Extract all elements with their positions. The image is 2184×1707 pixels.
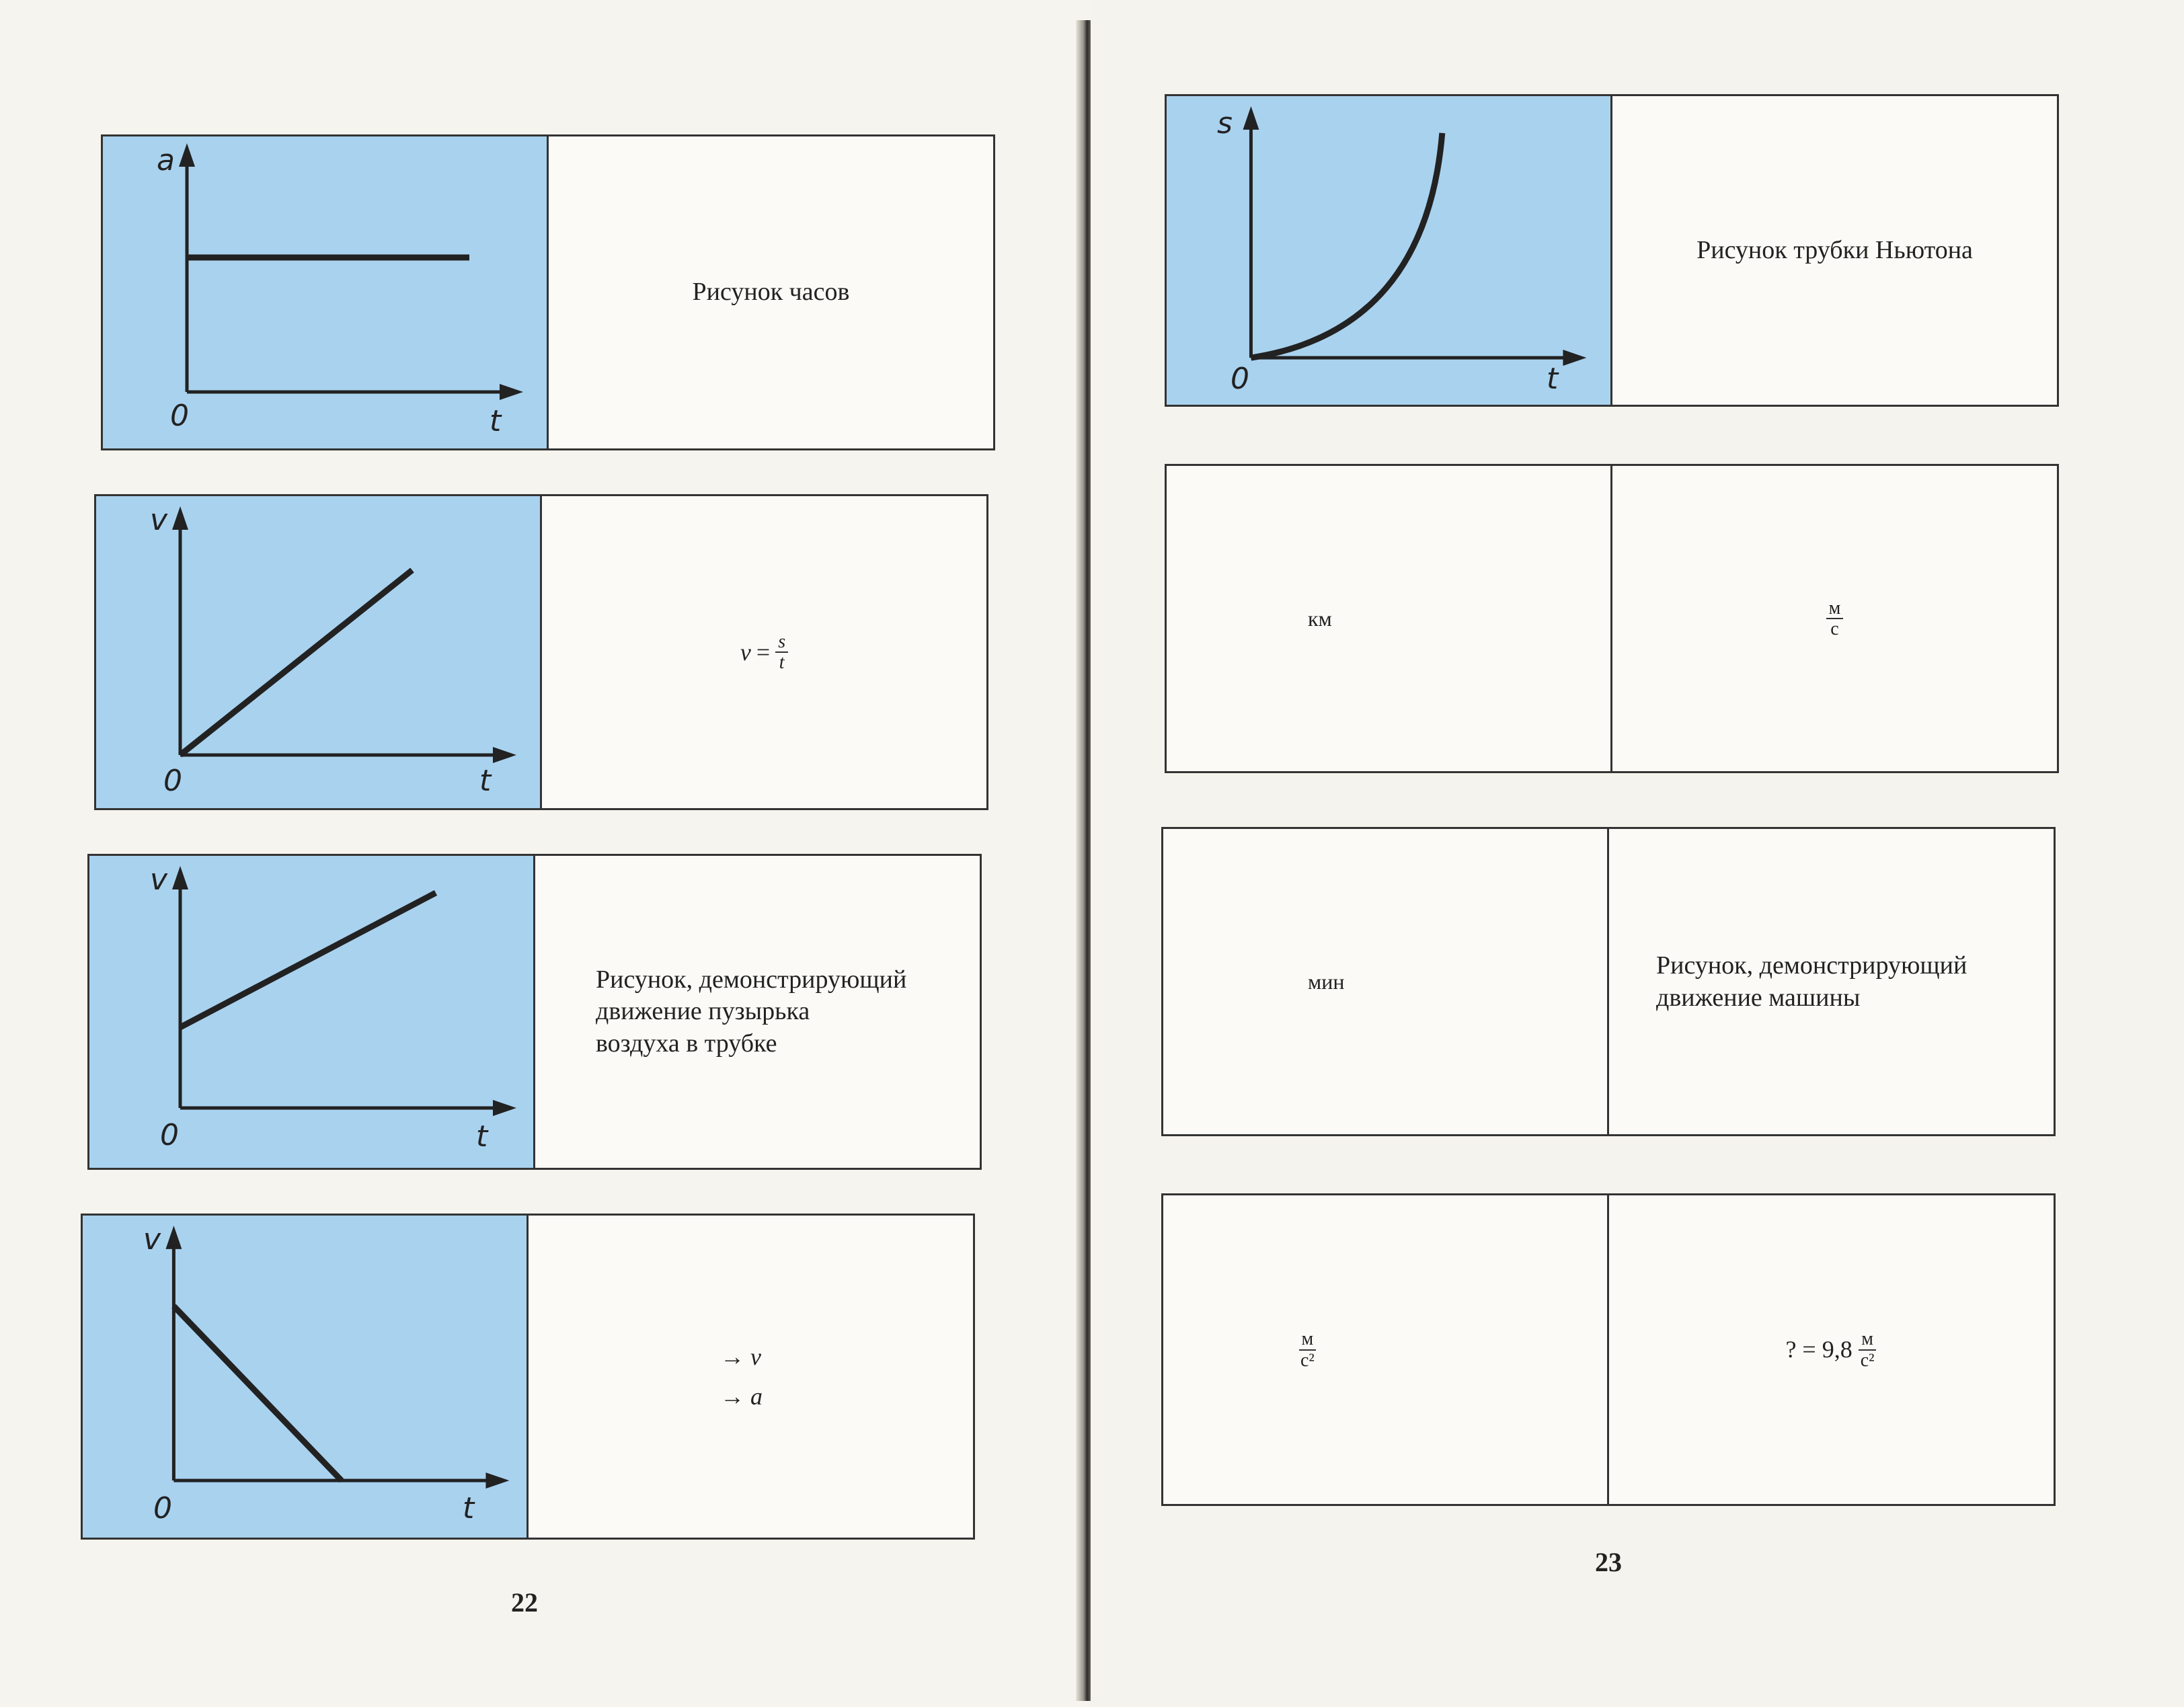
card-units-km — [1165, 464, 2059, 773]
left-panel — [1163, 829, 1607, 1134]
card-distance-parabola — [1165, 94, 2059, 407]
card-caption: Рисунок, демонстрирующий движение машины — [1656, 951, 1967, 1012]
text-panel — [547, 136, 993, 448]
x-axis-arrow — [500, 384, 523, 400]
card-units-acceleration — [1161, 1193, 2056, 1506]
right-panel — [1607, 829, 2054, 1134]
origin-label: 0 — [163, 764, 182, 798]
x-axis-label: t — [463, 1491, 475, 1525]
origin-label: 0 — [160, 1118, 179, 1152]
right-panel — [1607, 1195, 2054, 1504]
origin-label: 0 — [153, 1491, 172, 1525]
right-panel — [1610, 466, 2057, 771]
vector-arrows — [720, 1342, 781, 1412]
page-number: 22 — [511, 1587, 538, 1618]
text-panel — [540, 496, 986, 808]
x-axis-label: t — [490, 404, 502, 438]
fraction: $\frac{м}{\text{с²}}$ — [1858, 1329, 1877, 1370]
velocity-formula: v = $\frac{s}{t}$ — [740, 632, 788, 673]
graph-v-t — [89, 856, 533, 1168]
unit-m-per-s2: $\frac{м}{\text{с²}}$ — [1298, 1329, 1317, 1370]
graph-s-t — [1167, 96, 1610, 405]
card-acceleration-constant — [101, 134, 995, 450]
graph-a-t — [103, 136, 547, 448]
graph-panel — [83, 1216, 526, 1538]
right-page — [1091, 0, 2184, 1707]
card-caption: Рисунок, демонстрирующий движение пузырька воздуха в трубке — [596, 965, 907, 1058]
plot-line — [173, 1306, 341, 1480]
card-velocity-offset — [87, 854, 982, 1170]
card-caption: Рисунок часов — [692, 278, 850, 307]
graph-panel — [103, 136, 547, 448]
graph-v-t — [96, 496, 540, 808]
gravity-formula: ? = 9,8 $\frac{м}{\text{с²}}$ — [1785, 1329, 1877, 1370]
graph-panel — [96, 496, 540, 808]
page-number: 23 — [1595, 1547, 1622, 1577]
y-axis-arrow — [179, 143, 195, 167]
x-axis-label: t — [479, 764, 492, 798]
unit-km: км — [1308, 606, 1332, 631]
card-units-min — [1161, 827, 2056, 1136]
y-axis-label: a — [157, 143, 175, 177]
card-caption: Рисунок трубки Ньютона — [1696, 235, 1973, 264]
plot-line — [180, 570, 412, 755]
arrow-a: → a⃗ — [719, 1382, 781, 1410]
unit-m-per-s: $\frac{м}{с}$ — [1826, 598, 1844, 639]
text-panel — [1610, 96, 2057, 405]
unit-min: мин — [1308, 969, 1345, 994]
y-axis-label: v — [143, 1222, 161, 1257]
left-panel — [1167, 466, 1610, 771]
text-panel — [533, 856, 980, 1168]
fraction: $\frac{s}{t}$ — [775, 632, 788, 673]
x-axis-label: t — [476, 1119, 488, 1154]
y-axis-label: s — [1217, 106, 1233, 141]
text-panel — [526, 1216, 973, 1538]
origin-label: 0 — [1231, 362, 1249, 396]
graph-v-t — [83, 1216, 526, 1538]
card-velocity-linear — [94, 494, 988, 810]
left-page — [0, 0, 1091, 1707]
origin-label: 0 — [170, 399, 189, 433]
card-velocity-decreasing — [81, 1214, 975, 1540]
plot-line — [180, 893, 436, 1027]
x-axis-label: t — [1547, 362, 1559, 396]
left-panel — [1163, 1195, 1607, 1504]
plot-curve — [1251, 133, 1442, 358]
y-axis-label: v — [150, 863, 168, 897]
graph-panel — [89, 856, 533, 1168]
arrow-v: → v⃗ — [719, 1343, 780, 1370]
graph-panel — [1167, 96, 1610, 405]
y-axis-label: v — [150, 503, 168, 537]
